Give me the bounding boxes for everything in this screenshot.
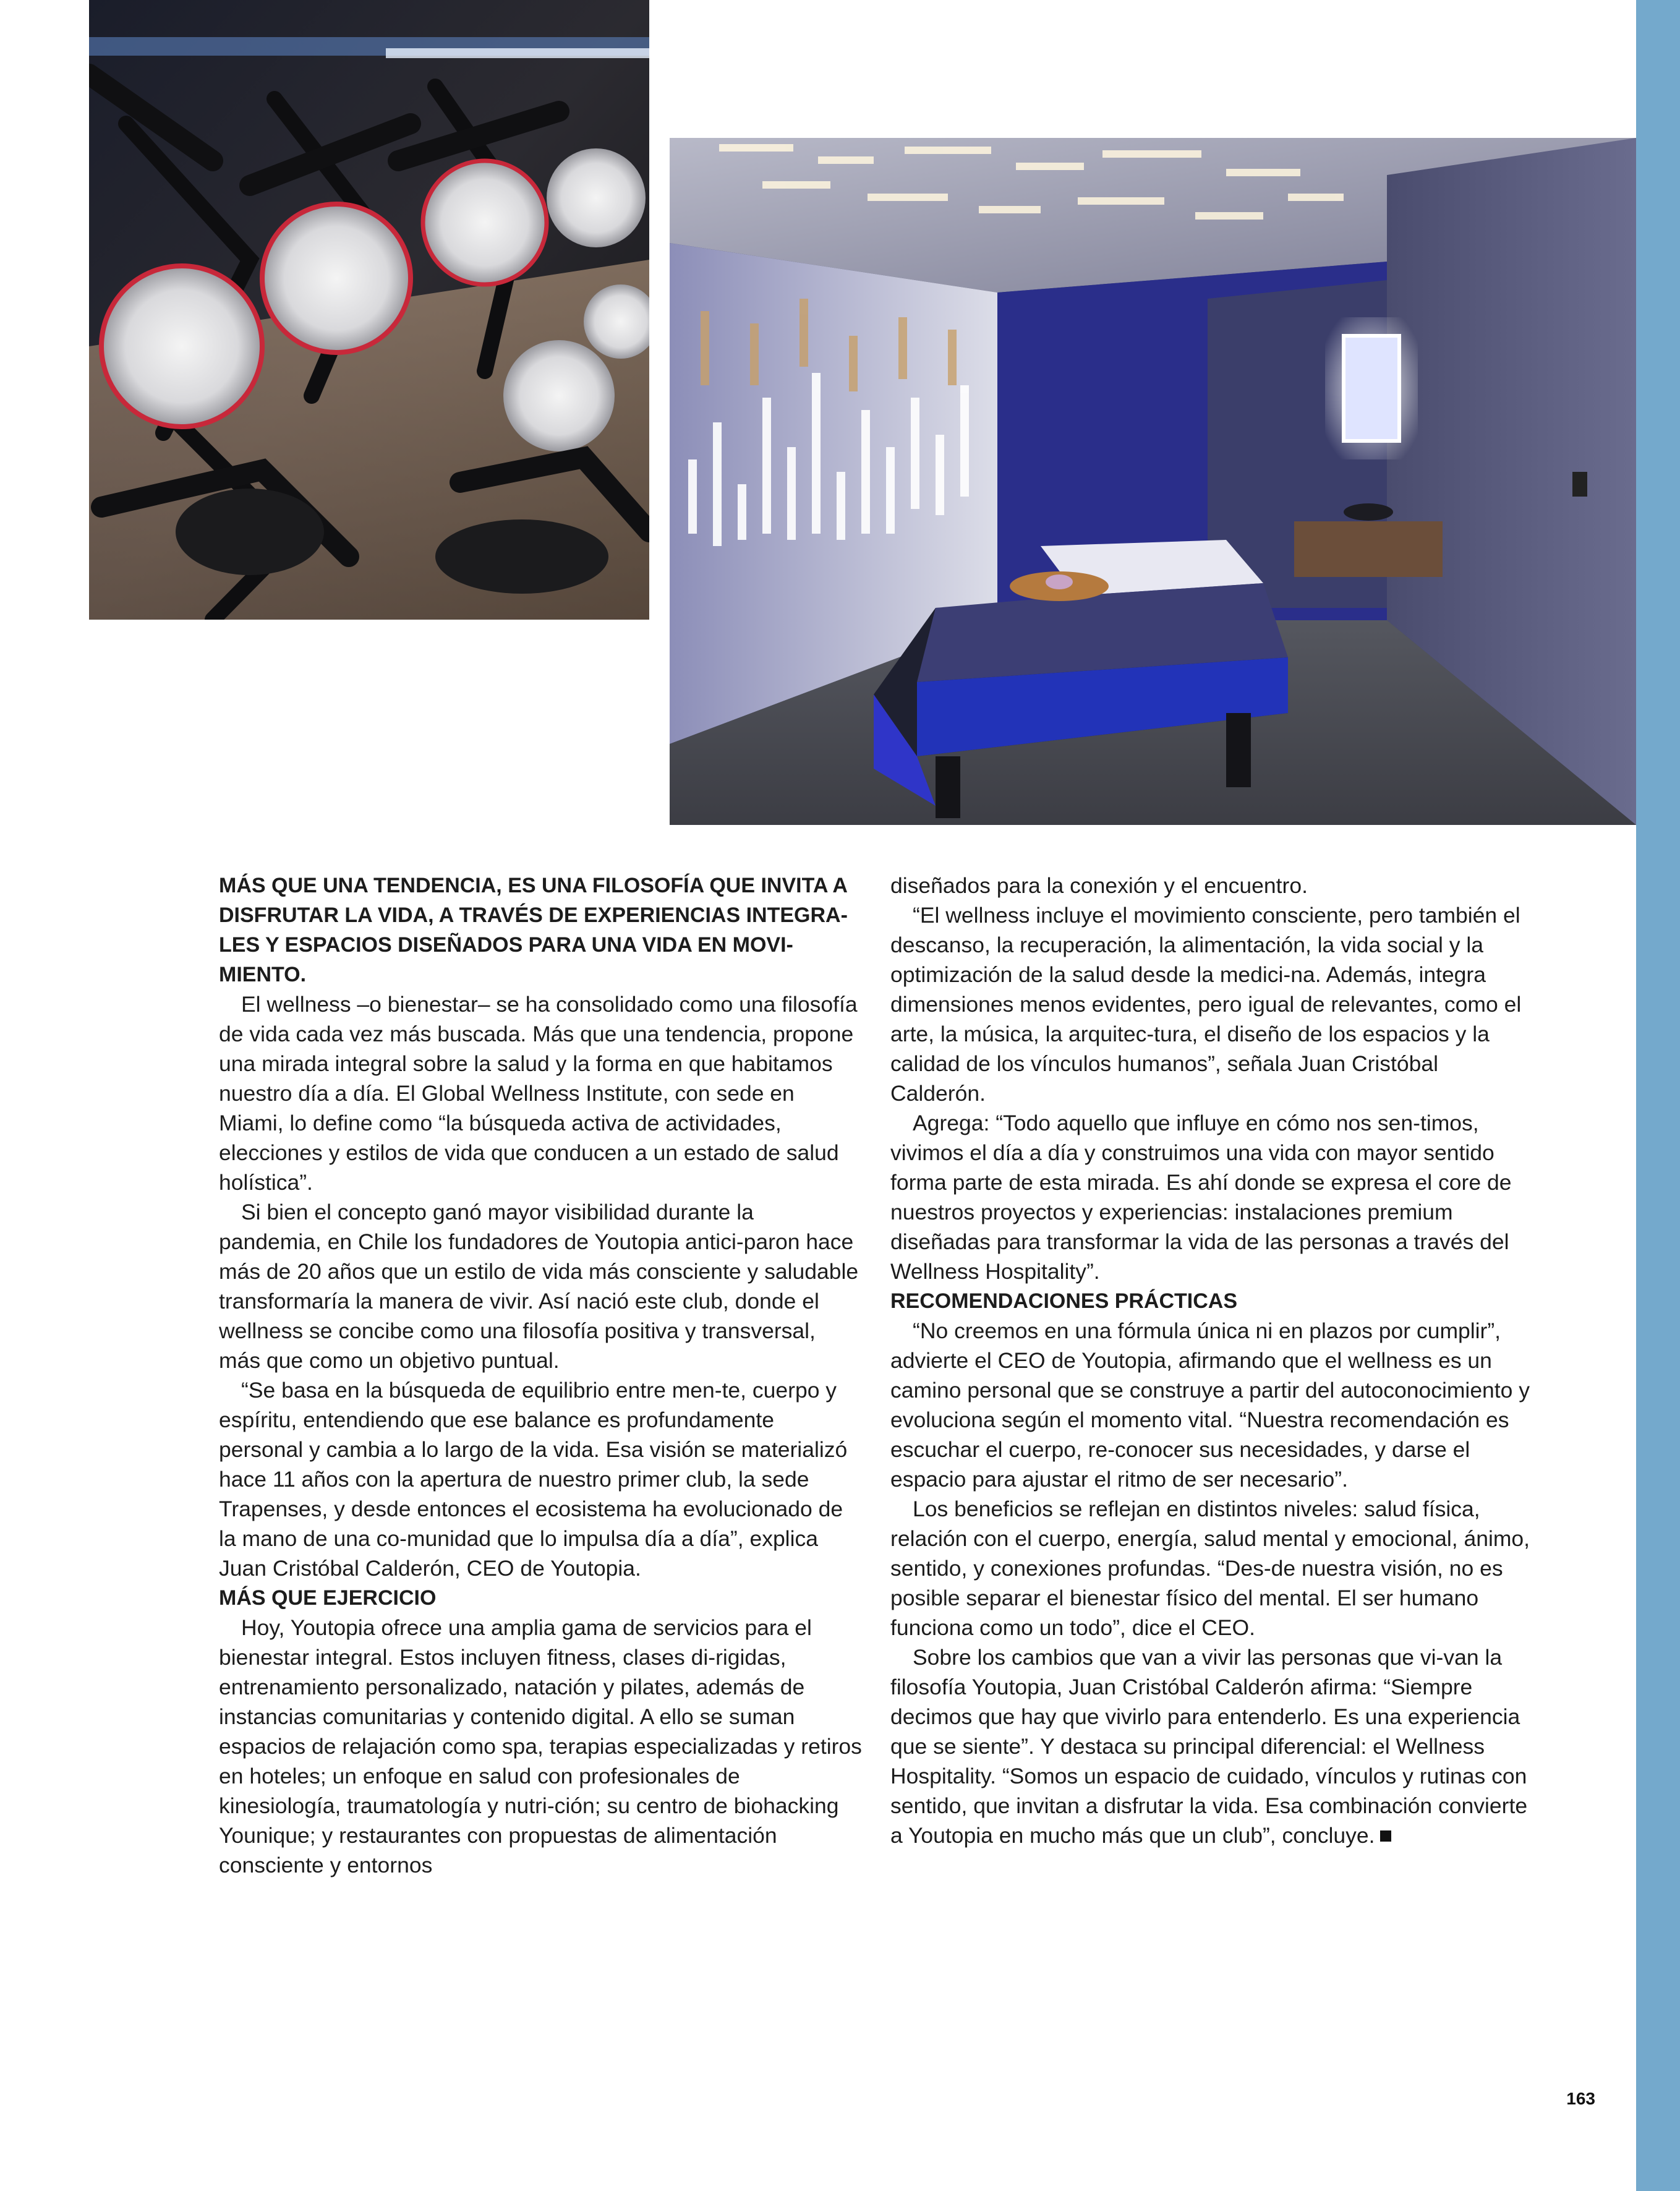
article-lead: MÁS QUE UNA TENDENCIA, ES UNA FILOSOFÍA QUE INVITA A DISFRUTAR LA VIDA, A TRAVÉS DE EXPERIENCIAS INTEGRA-LES Y ESPACIOS DISEÑADOS PARA UNA VIDA EN MOVI-MIENTO. [219, 874, 848, 986]
paragraph: El wellness –o bienestar– se ha consolidado como una filosofía de vida cada vez más buscada. Más que una tendencia, propone una mirada integral sobre la salud y la forma en que habitamos nuestro día a día. El Global Wellness Institute, con sede en Miami, lo define como “la búsqueda activa de actividades, elecciones y estilos de vida que conducen a un estado de salud holística”. [219, 992, 858, 1195]
section-heading: RECOMENDACIONES PRÁCTICAS [890, 1289, 1238, 1313]
article-column-right [890, 871, 1533, 1850]
photo-spa-room [670, 138, 1636, 825]
paragraph: Hoy, Youtopia ofrece una amplia gama de servicios para el bienestar integral. Estos incluyen fitness, clases di-rigidas, entrenamiento personalizado, natación y pilates, además de instancias comunitarias y contenido digital. A ello se suman espacios de relajación como spa, terapias especializadas y retiros en hoteles; un enfoque en salud con profesionales de kinesiología, traumatología y nutri-ción; su centro de biohacking Younique; y restaurantes con propuestas de alimentación consciente y entornos [219, 1615, 862, 1877]
section-heading: MÁS QUE EJERCICIO [219, 1586, 437, 1610]
article-column-left [219, 871, 862, 1880]
end-mark-icon [1380, 1830, 1391, 1842]
paragraph: Si bien el concepto ganó mayor visibilidad durante la pandemia, en Chile los fundadores de Youtopia antici-paron hace más de 20 años que un estilo de vida más consciente y saludable transformaría la manera de vivir. Así nació este club, donde el wellness se concibe como una filosofía positiva y transversal, más que como un objetivo puntual. [219, 1200, 859, 1373]
paragraph: “No creemos en una fórmula única ni en plazos por cumplir”, advierte el CEO de Youtopia, afirmando que el wellness es un camino personal que se construye a partir del autoconocimiento y evoluciona según el momento vital. “Nuestra recomendación es escuchar el cuerpo, re-conocer sus necesidades, y darse el espacio para ajustar el ritmo de ser necesario”. [890, 1318, 1530, 1492]
paragraph: “Se basa en la búsqueda de equilibrio entre men-te, cuerpo y espíritu, entendiendo que ese balance es profundamente personal y cambia a lo largo de la vida. Esa visión se materializó hace 11 años con la apertura de nuestro primer club, la sede Trapenses, y desde entonces el ecosistema ha evolucionado de la mano de una co-munidad que lo impulsa día a día”, explica Juan Cristóbal Calderón, CEO de Youtopia. [219, 1378, 848, 1581]
side-color-band [1636, 0, 1680, 2191]
page-number: 163 [1566, 2089, 1595, 2108]
paragraph: Agrega: “Todo aquello que influye en cómo nos sen-timos, vivimos el día a día y construimos una vida con mayor sentido forma parte de esta mirada. Es ahí donde se expresa el core de nuestros proyectos y experiencias: instalaciones premium diseñadas para transformar la vida de las personas a través del Wellness Hospitality”. [890, 1111, 1512, 1284]
paragraph [890, 1642, 1533, 1850]
photo-spinning-bikes [89, 0, 649, 620]
paragraph: Los beneficios se reflejan en distintos niveles: salud física, relación con el cuerpo, energía, salud mental y emocional, ánimo, sentido, y conexiones profundas. “Des-de nuestra visión, no es posible separar el bienestar físico del mental. El ser humano funciona como un todo”, dice el CEO. [890, 1497, 1530, 1640]
paragraph: “El wellness incluye el movimiento consciente, pero también el descanso, la recuperación, la alimentación, la vida social y la optimización de la salud desde la medici-na. Además, integra dimensiones menos evidentes, pero igual de relevantes, como el arte, la música, la arquitec-tura, el diseño de los espacios y la calidad de los vínculos humanos”, señala Juan Cristóbal Calderón. [890, 903, 1522, 1106]
paragraph: diseñados para la conexión y el encuentro. [890, 873, 1308, 898]
closing-paragraph-text: Sobre los cambios que van a vivir las personas que vi-van la filosofía Youtopia, Juan Cristóbal Calderón afirma: “Siempre decimos que hay que vivirlo para entenderlo. Es una experiencia que se siente”. Y destaca su principal diferencial: el Wellness Hospitality. “Somos un espacio de cuidado, vínculos y rutinas con sentido, que invitan a disfrutar la vida. Esa combinación convierte a Youtopia en mucho más que un club”, concluye. [890, 1645, 1528, 1848]
